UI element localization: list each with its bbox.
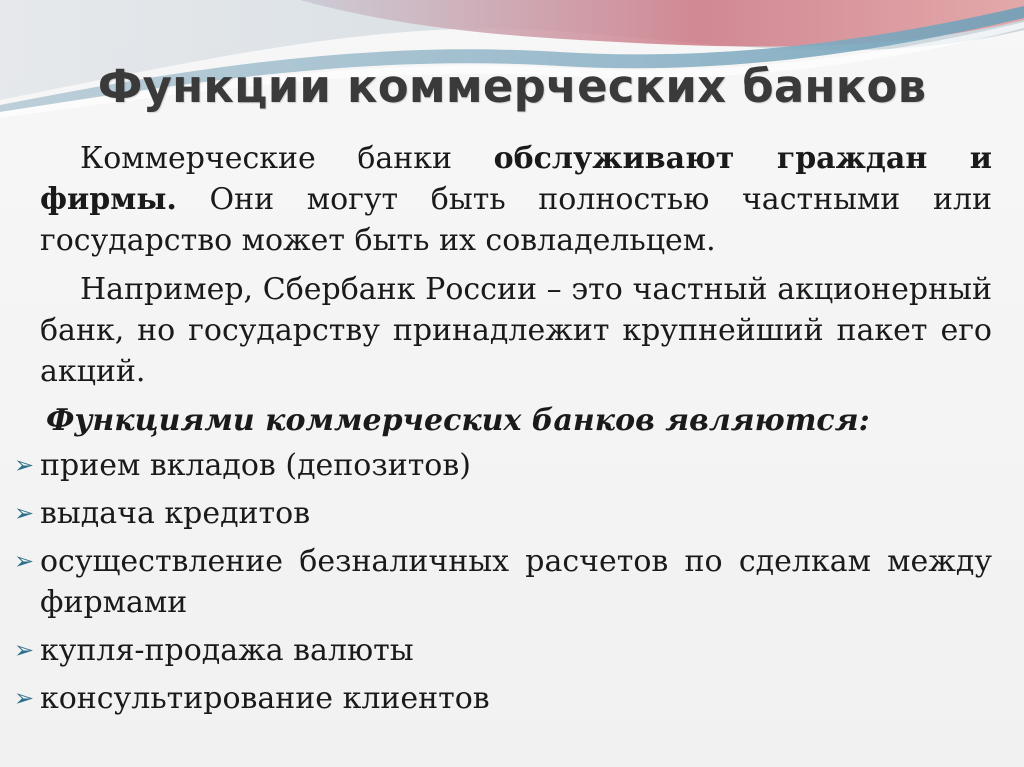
list-item-text: консультирование клиентов bbox=[40, 681, 490, 716]
arrowhead-bullet-icon: ➢ bbox=[14, 636, 35, 664]
paragraph-intro bbox=[40, 138, 992, 261]
slide-title: Функции коммерческих банков bbox=[97, 60, 927, 113]
arrowhead-bullet-icon: ➢ bbox=[14, 451, 35, 479]
list-item bbox=[8, 678, 992, 719]
list-item-text: купля-продажа валюты bbox=[40, 633, 414, 668]
slide-content bbox=[14, 138, 992, 726]
arrowhead-bullet-icon: ➢ bbox=[14, 499, 35, 527]
arrowhead-bullet-icon: ➢ bbox=[14, 684, 35, 712]
paragraph-intro-bold: обслуживают граждан и фирмы. bbox=[40, 141, 992, 217]
list-item bbox=[8, 541, 992, 623]
list-item-text: выдача кредитов bbox=[40, 496, 311, 531]
list-item bbox=[8, 493, 992, 534]
list-item-text: осуществление безналичных расчетов по сделкам между фирмами bbox=[40, 544, 992, 620]
paragraph-intro-end: Они могут быть полностью частными или государство может быть их совладельцем. bbox=[40, 182, 992, 258]
arrowhead-bullet-icon: ➢ bbox=[14, 547, 35, 575]
functions-heading: Функциями коммерческих банков являются: bbox=[46, 403, 870, 438]
functions-list bbox=[8, 445, 992, 719]
paragraph-example: Например, Сбербанк России – это частный акционерный банк, но государству принадлежит крупнейший пакет его акций. bbox=[40, 272, 992, 389]
list-item bbox=[8, 445, 992, 486]
list-item bbox=[8, 630, 992, 671]
list-item-text: прием вкладов (депозитов) bbox=[40, 448, 471, 483]
paragraph-intro-start: Коммерческие банки bbox=[80, 141, 494, 176]
